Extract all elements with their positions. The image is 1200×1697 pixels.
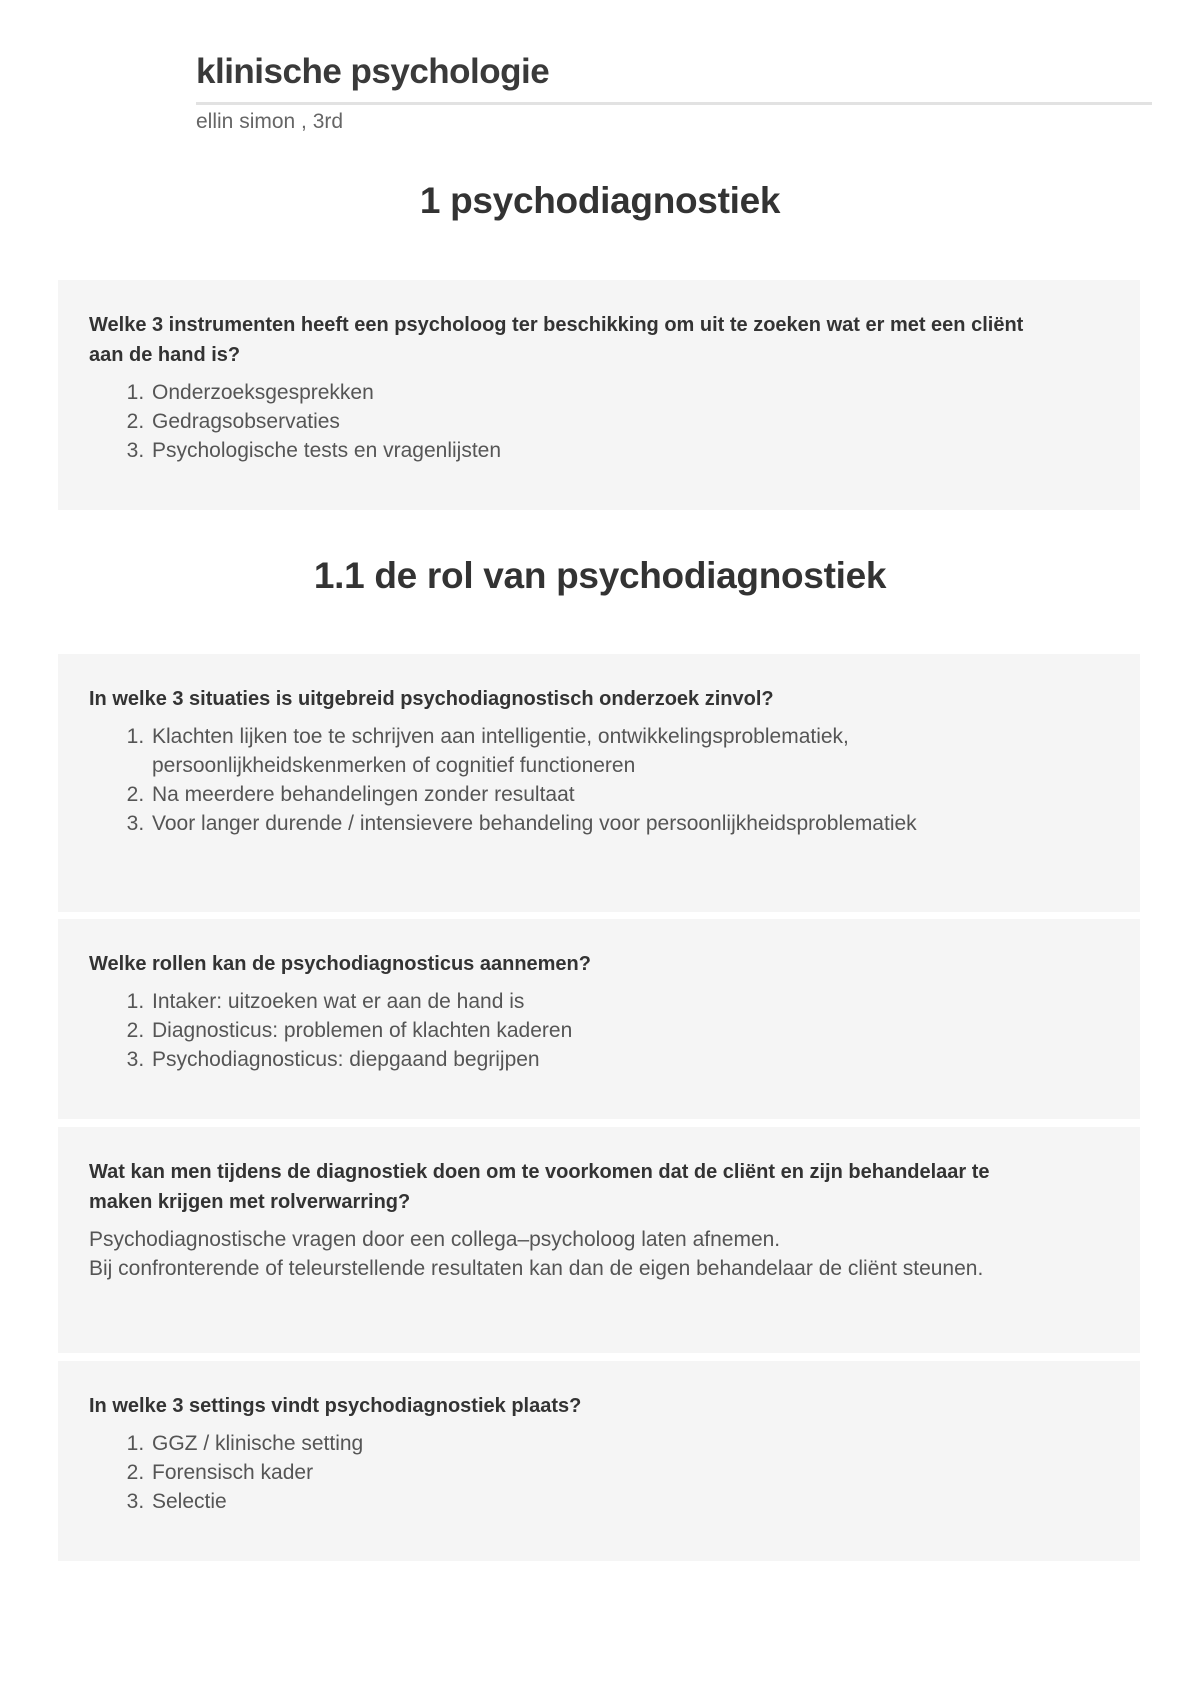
flashcard — [58, 1361, 1140, 1561]
flashcard — [58, 919, 1140, 1119]
list-item: 3. Voor langer durende / intensievere behandeling voor persoonlijkheidsproblematiek — [150, 809, 1030, 838]
card-question: In welke 3 situaties is uitgebreid psychodiagnostisch onderzoek zinvol? — [89, 688, 774, 710]
section-heading: 1 psychodiagnostiek — [419, 180, 781, 221]
list-item: 3. Psychologische tests en vragenlijsten — [150, 436, 1110, 465]
answer-text: Psychodiagnostische vragen door een collega–psycholoog laten afnemen. — [89, 1228, 781, 1251]
answer-list — [89, 1429, 1110, 1516]
answer-list — [89, 987, 1110, 1074]
answer-list — [89, 722, 1030, 838]
flashcard — [58, 280, 1140, 510]
answer-list — [89, 378, 1110, 465]
list-item: 3. Selectie — [150, 1487, 1110, 1516]
list-item: 1. Onderzoeksgesprekken — [150, 378, 1110, 407]
list-item: 1. Intaker: uitzoeken wat er aan de hand is — [150, 987, 1110, 1016]
card-question: Wat kan men tijdens de diagnostiek doen om te voorkomen dat de cliënt en zijn behandelaar te maken krijgen met rolverwarring? — [89, 1161, 990, 1213]
list-item: 3. Psychodiagnosticus: diepgaand begrijpen — [150, 1045, 1110, 1074]
list-item: 2. Diagnosticus: problemen of klachten kaderen — [150, 1016, 1110, 1045]
list-item: 1. GGZ / klinische setting — [150, 1429, 1110, 1458]
list-item: 2. Gedragsobservaties — [150, 407, 1110, 436]
title-divider — [196, 102, 1152, 105]
flashcard — [58, 654, 1140, 912]
section-heading: 1.1 de rol van psychodiagnostiek — [313, 555, 887, 596]
list-item: 2. Na meerdere behandelingen zonder resultaat — [150, 780, 1030, 809]
card-question: Welke rollen kan de psychodiagnosticus aannemen? — [89, 953, 591, 975]
document-title: klinische psychologie — [196, 52, 550, 91]
list-item: 2. Forensisch kader — [150, 1458, 1110, 1487]
card-question: Welke 3 instrumenten heeft een psycholoog ter beschikking om uit te zoeken wat er met een cliënt aan de hand is? — [89, 314, 1024, 366]
flashcard — [58, 1127, 1140, 1353]
document-subtitle: ellin simon , 3rd — [196, 110, 344, 133]
card-question: In welke 3 settings vindt psychodiagnostiek plaats? — [89, 1395, 582, 1417]
answer-text: Bij confronterende of teleurstellende resultaten kan dan de eigen behandelaar de cliënt steunen. — [89, 1257, 984, 1280]
list-item: 1. Klachten lijken toe te schrijven aan intelligentie, ontwikkelingsproblematiek, persoonlijkheidskenmerken of cognitief functioneren — [150, 722, 1030, 780]
